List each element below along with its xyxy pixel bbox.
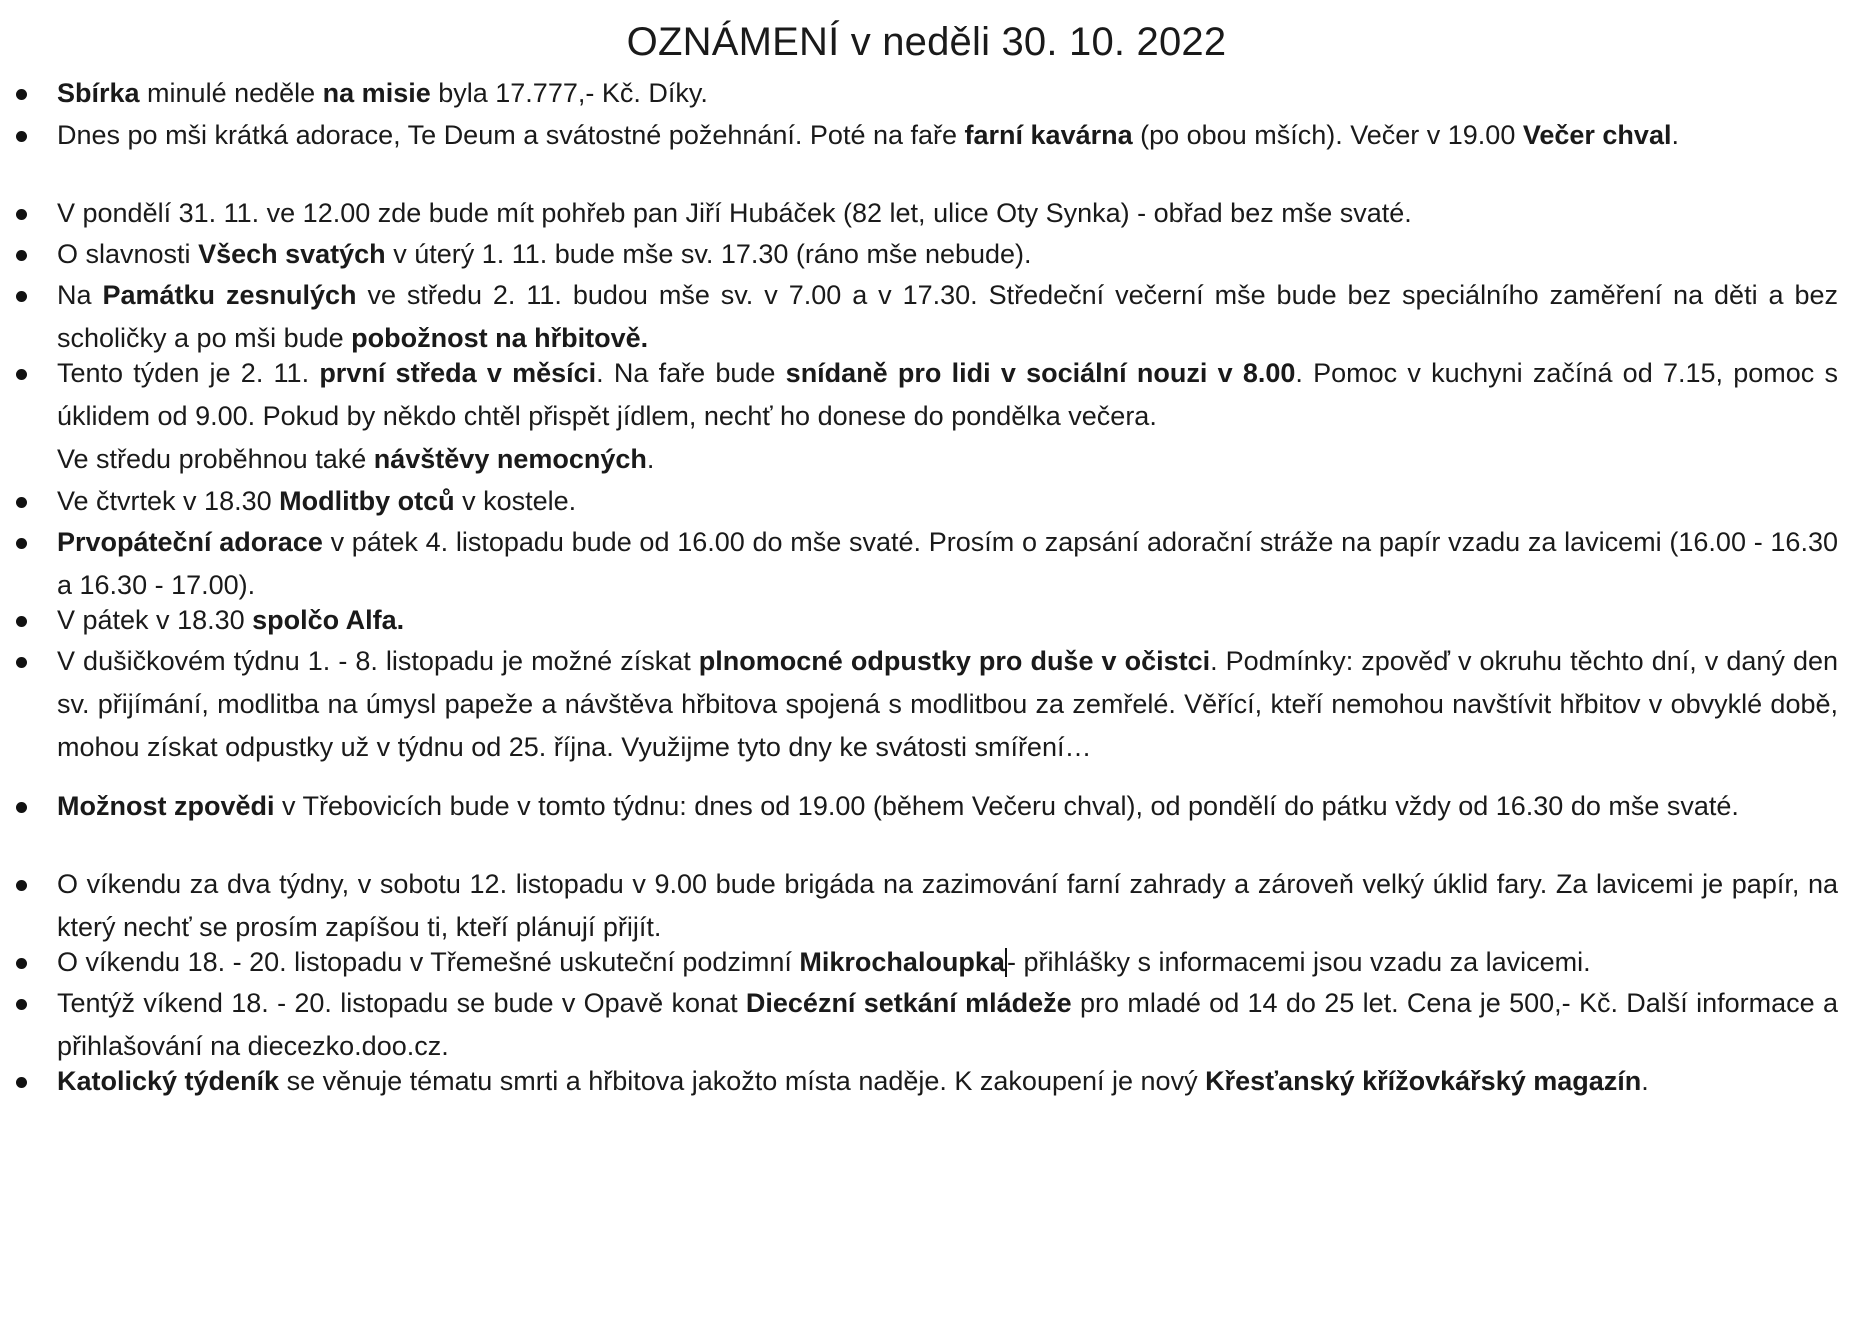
announcement-text: [57, 521, 1838, 607]
announcement-item: [0, 785, 1838, 828]
announcement-text: [57, 480, 1838, 523]
text-run: O víkendu 18. - 20. listopadu v Třemešné uskuteční podzimní: [57, 947, 800, 977]
bold-text: Památku zesnulých: [102, 280, 357, 310]
announcement-text: [57, 982, 1838, 1068]
text-run: (po obou mších). Večer v 19.00: [1132, 120, 1523, 150]
text-run: - přihlášky s informacemi jsou vzadu za lavicemi.: [1006, 947, 1591, 977]
bold-text: Sbírka: [57, 78, 140, 108]
bold-text: Modlitby otců: [279, 486, 455, 516]
bullet-icon: [16, 802, 27, 813]
bullet-icon: [16, 657, 27, 668]
text-run: . Pomoc v kuchyni začíná od 7.15, pomoc s úklidem od 9.00. Pokud by někdo chtěl přispět jídlem, nechť ho donese do pondělka večera.: [57, 358, 1838, 431]
bullet-icon: [16, 880, 27, 891]
text-run: . Na faře bude: [596, 358, 786, 388]
bold-text: Katolický týdeník: [57, 1066, 280, 1096]
text-run: Tento týden je 2. 11.: [57, 358, 320, 388]
text-run: pro mladé od 14 do 25 let. Cena je 500,- Kč. Další informace a přihlašování na diecezko.doo.cz.: [57, 988, 1838, 1061]
text-run: O víkendu za dva týdny, v sobotu 12. listopadu v 9.00 bude brigáda na zazimování farní zahrady a zároveň velký úklid fary. Za lavicemi je papír, na který nechť se prosím zapíšou ti, kteří plánují přijít.: [57, 869, 1838, 942]
announcement-item: [0, 521, 1838, 607]
bold-text: plnomocné odpustky pro duše v očistci: [698, 646, 1211, 676]
text-run: se věnuje tématu smrti a hřbitova jakožto místa naděje. K zakoupení je nový: [279, 1066, 1206, 1096]
text-run: v pátek 4. listopadu bude od 16.00 do mše svaté. Prosím o zapsání adorační stráže na papír vzadu za lavicemi (16.00 - 16.30 a 16.30 - 17.00).: [57, 527, 1838, 600]
bullet-icon: [16, 958, 27, 969]
announcement-item: [0, 863, 1838, 949]
bold-text: snídaně pro lidi v sociální nouzi v 8.00: [785, 358, 1296, 388]
text-run: Na: [57, 280, 103, 310]
announcement-item: [0, 480, 1838, 523]
announcement-item: [0, 599, 1838, 642]
bullet-icon: [16, 999, 27, 1010]
bullet-icon: [16, 369, 27, 380]
announcement-item: [0, 72, 1838, 115]
announcement-item: [0, 982, 1838, 1068]
text-run: Ve středu proběhnou také: [57, 444, 374, 474]
bold-text: farní kavárna: [964, 120, 1133, 150]
announcement-text: [57, 114, 1838, 157]
announcement-text: [57, 640, 1838, 769]
document-title: OZNÁMENÍ v neděli 30. 10. 2022: [626, 20, 1227, 64]
bullet-icon: [16, 1077, 27, 1088]
announcement-text: [57, 941, 1838, 984]
announcement-item: [0, 1060, 1838, 1103]
bold-text: Diecézní setkání mládeže: [745, 988, 1072, 1018]
bold-text: spolčo Alfa.: [252, 605, 405, 635]
announcement-text: [57, 274, 1838, 360]
text-run: v úterý 1. 11. bude mše sv. 17.30 (ráno mše nebude).: [385, 239, 1032, 269]
bold-text: první středa v měsíci: [319, 358, 597, 388]
announcement-text: [57, 72, 1838, 115]
text-run: Dnes po mši krátká adorace, Te Deum a svátostné požehnání. Poté na faře: [57, 120, 965, 150]
announcement-item: [0, 114, 1838, 157]
text-run: V dušičkovém týdnu 1. - 8. listopadu je možné získat: [57, 646, 699, 676]
announcement-text: [57, 352, 1838, 438]
text-run: .: [1671, 120, 1679, 150]
announcement-item: [0, 233, 1838, 276]
bold-text: Prvopáteční adorace: [57, 527, 323, 557]
announcement-text: [57, 599, 1838, 642]
bold-text: Mikrochaloupka: [799, 947, 1005, 977]
announcement-text: [57, 785, 1838, 828]
announcement-text: [57, 863, 1838, 949]
text-run: v Třebovicích bude v tomto týdnu: dnes od 19.00 (během Večeru chval), od pondělí do pátku vždy od 16.30 do mše svaté.: [274, 791, 1739, 821]
text-run: .: [646, 444, 655, 474]
text-run: . Podmínky: zpověď v okruhu těchto dní, v daný den sv. přijímání, modlitba na úmysl papeže a návštěva hřbitova spojená s modlitbou za zemřelé. Věřící, kteří nemohou navštívit hřbitov v obvyklé době, mohou získat odpustky už v týdnu od 25. října. Využijme tyto dny ke svátosti smíření…: [57, 646, 1839, 762]
bullet-icon: [16, 291, 27, 302]
bold-text: Křesťanský křížovkářský magazín: [1205, 1066, 1642, 1096]
text-run: v kostele.: [454, 486, 577, 516]
bold-text: Možnost zpovědi: [57, 791, 275, 821]
bullet-icon: [16, 250, 27, 261]
text-run: O slavnosti: [57, 239, 199, 269]
bullet-icon: [16, 497, 27, 508]
text-run: Tentýž víkend 18. - 20. listopadu se bude v Opavě konat: [57, 988, 746, 1018]
bold-text: Večer chval: [1522, 120, 1672, 150]
announcement-item: [0, 352, 1838, 481]
bullet-icon: [16, 538, 27, 549]
announcement-text: [57, 233, 1838, 276]
text-run: .: [1641, 1066, 1649, 1096]
announcement-item: [0, 274, 1838, 360]
text-run: ve středu 2. 11. budou mše sv. v 7.00 a v 17.30. Středeční večerní mše bude bez speciálního zaměření na děti a bez scholičky a po mši bude: [57, 280, 1839, 353]
bold-text: návštěvy nemocných: [373, 444, 647, 474]
bold-text: Všech svatých: [198, 239, 386, 269]
text-run: Ve čtvrtek v 18.30: [57, 486, 280, 516]
announcement-text: [57, 1060, 1838, 1103]
announcement-item: [0, 192, 1838, 235]
announcement-item: [0, 640, 1838, 769]
text-run: V pátek v 18.30: [57, 605, 253, 635]
bold-text: na misie: [322, 78, 431, 108]
text-run: V pondělí 31. 11. ve 12.00 zde bude mít pohřeb pan Jiří Hubáček (82 let, ulice Oty Synka) - obřad bez mše svaté.: [57, 198, 1412, 228]
bullet-icon: [16, 131, 27, 142]
text-run: minulé neděle: [139, 78, 323, 108]
bullet-icon: [16, 209, 27, 220]
bullet-icon: [16, 616, 27, 627]
bold-text: pobožnost na hřbitově.: [351, 323, 649, 353]
text-run: byla 17.777,- Kč. Díky.: [430, 78, 708, 108]
announcement-text: [57, 192, 1838, 235]
bullet-icon: [16, 89, 27, 100]
announcement-item: [0, 941, 1838, 984]
announcement-text-continued: [57, 438, 1838, 481]
